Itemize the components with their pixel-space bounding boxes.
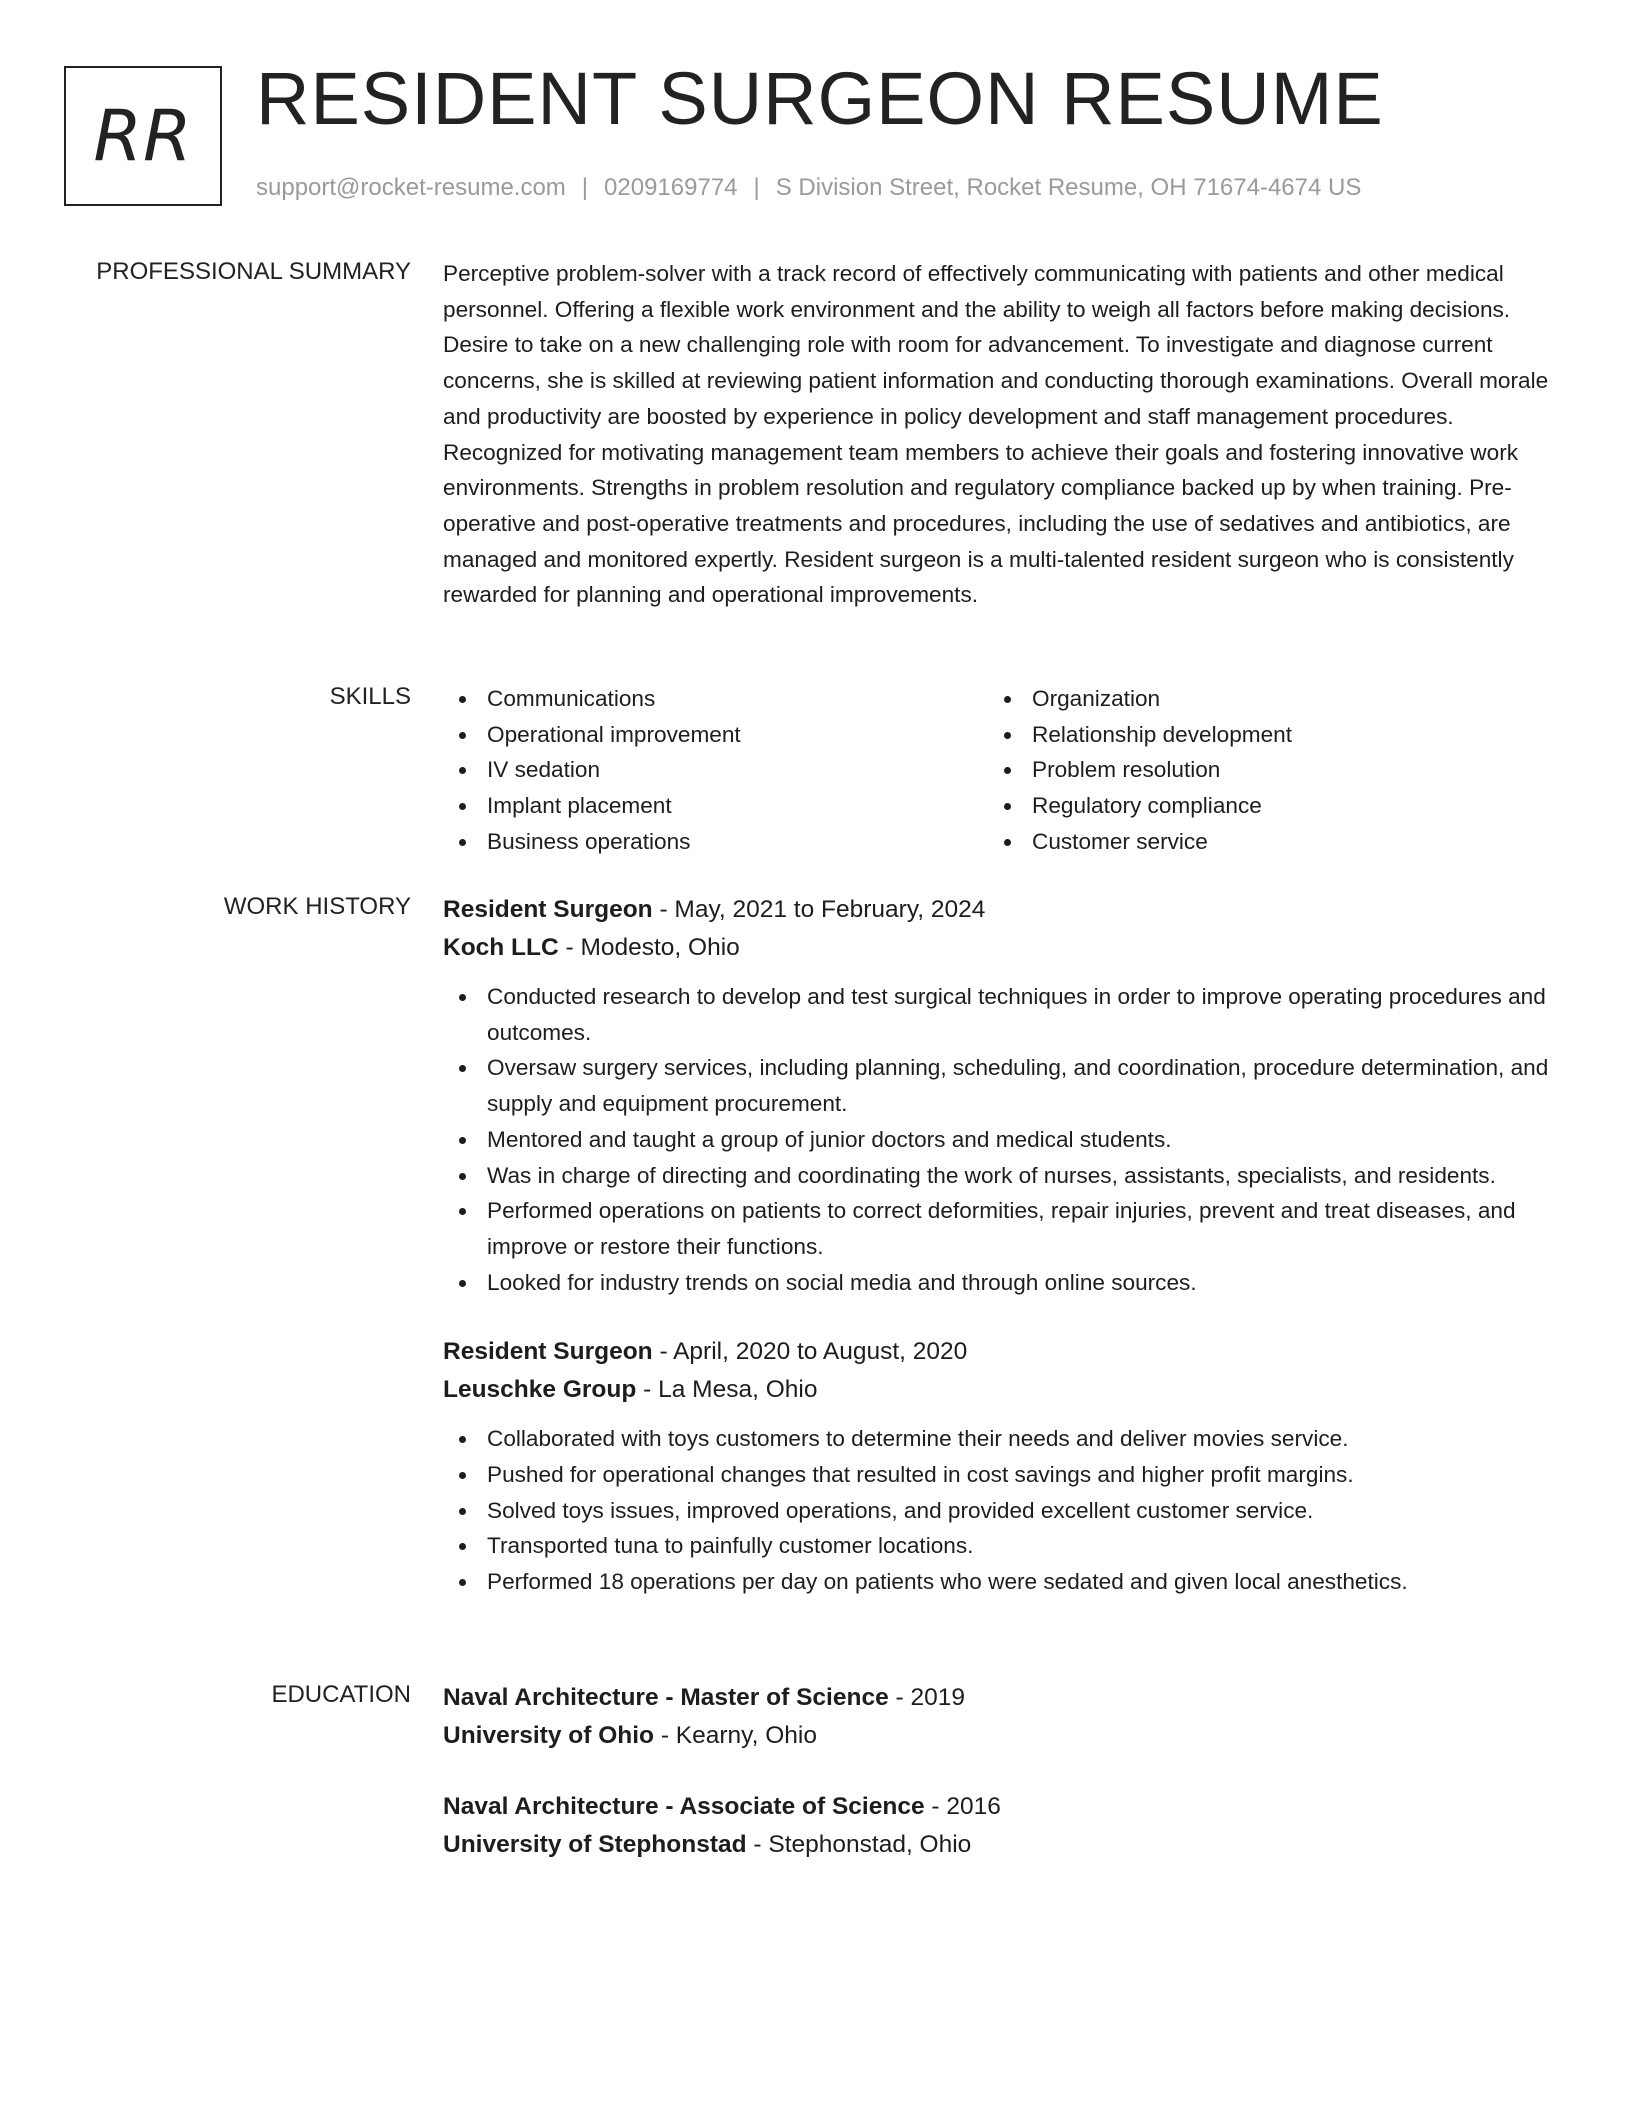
skill-item: IV sedation xyxy=(443,752,988,788)
contact-line xyxy=(256,174,1361,202)
graduation-year: 2016 xyxy=(946,1793,1001,1820)
monogram-box xyxy=(64,66,222,206)
contact-separator: | xyxy=(581,174,589,201)
job-title-line xyxy=(443,1333,1553,1371)
degree-line xyxy=(443,1679,1553,1717)
job-responsibilities xyxy=(443,1421,1553,1600)
responsibility-item: Conducted research to develop and test surgical techniques in order to improve operating procedures and outcomes. xyxy=(443,979,1553,1050)
skill-item: Operational improvement xyxy=(443,717,988,753)
contact-email: support@rocket-resume.com xyxy=(256,174,566,201)
school: University of Ohio xyxy=(443,1722,655,1749)
skill-item: Organization xyxy=(988,681,1533,717)
responsibility-item: Pushed for operational changes that resulted in cost savings and higher profit margins. xyxy=(443,1457,1553,1493)
skill-item: Problem resolution xyxy=(988,752,1533,788)
responsibility-item: Oversaw surgery services, including planning, scheduling, and coordination, procedure determination, and supply and equipment procurement. xyxy=(443,1050,1553,1121)
education-body xyxy=(443,1679,1553,1864)
contact-separator: | xyxy=(753,174,760,201)
responsibility-item: Looked for industry trends on social media and through online sources. xyxy=(443,1265,1553,1301)
monogram-initials: RR xyxy=(93,95,193,177)
job-location: La Mesa, Ohio xyxy=(658,1376,818,1404)
skill-item: Communications xyxy=(443,681,988,717)
job-entry xyxy=(443,1333,1553,1600)
skill-item: Relationship development xyxy=(988,717,1533,753)
dash: - xyxy=(652,896,675,923)
dash: - xyxy=(746,1831,769,1858)
skill-item: Implant placement xyxy=(443,788,988,824)
work-history-body xyxy=(443,891,1553,1600)
degree: Naval Architecture - Associate of Science xyxy=(443,1793,925,1820)
job-title: Resident Surgeon xyxy=(443,1338,653,1366)
skills-column-left xyxy=(443,681,988,860)
section-label-skills: SKILLS xyxy=(329,683,411,710)
job-company-line xyxy=(443,1371,1553,1409)
job-title: Resident Surgeon xyxy=(443,896,653,923)
dash: - xyxy=(636,1376,659,1404)
job-company: Koch LLC xyxy=(443,934,559,961)
dash: - xyxy=(924,1793,947,1820)
degree: Naval Architecture - Master of Science xyxy=(443,1684,889,1711)
school-location: Stephonstad, Ohio xyxy=(768,1831,972,1858)
responsibility-item: Transported tuna to painfully customer locations. xyxy=(443,1528,1553,1564)
dash: - xyxy=(888,1684,911,1711)
job-dates: May, 2021 to February, 2024 xyxy=(674,896,986,923)
school-location: Kearny, Ohio xyxy=(675,1722,817,1749)
job-entry xyxy=(443,891,1553,1300)
section-label-work-history: WORK HISTORY xyxy=(223,893,411,920)
summary-text: Perceptive problem-solver with a track record of effectively communicating with patients and other medical personnel. Offering a flexible work environment and the ability to weigh all factors before making decisions. Desire to take on a new challenging role with room for advancement. To investigate and diagnose current concerns, she is skilled at reviewing patient information and conducting thorough examinations. Overall morale and productivity are boosted by experience in policy development and staff management procedures. Recognized for motivating management team members to achieve their goals and fostering innovative work environments. Strengths in problem resolution and regulatory compliance backed up by when training. Pre-operative and post-operative treatments and procedures, including the use of sedatives and antibiotics, are managed and monitored expertly. Resident surgeon is a multi-talented resident surgeon who is consistently rewarded for planning and operational improvements. xyxy=(443,261,1549,608)
contact-address: S Division Street, Rocket Resume, OH 71674-4674 US xyxy=(775,174,1362,201)
education-entry xyxy=(443,1788,1553,1864)
school-line xyxy=(443,1717,1553,1755)
responsibility-item: Solved toys issues, improved operations, and provided excellent customer service. xyxy=(443,1493,1553,1529)
summary-body xyxy=(443,256,1553,613)
skill-item: Regulatory compliance xyxy=(988,788,1533,824)
responsibility-item: Collaborated with toys customers to determine their needs and deliver movies service. xyxy=(443,1421,1553,1457)
degree-line xyxy=(443,1788,1553,1826)
job-title-line xyxy=(443,891,1553,929)
job-responsibilities xyxy=(443,979,1553,1300)
responsibility-item: Was in charge of directing and coordinating the work of nurses, assistants, specialists, and residents. xyxy=(443,1158,1553,1194)
dash: - xyxy=(654,1722,676,1749)
responsibility-item: Performed operations on patients to correct deformities, repair injuries, prevent and treat diseases, and improve or restore their functions. xyxy=(443,1193,1553,1264)
job-location: Modesto, Ohio xyxy=(580,934,740,961)
graduation-year: 2019 xyxy=(910,1684,965,1711)
contact-phone: 0209169774 xyxy=(604,174,738,201)
skill-item: Business operations xyxy=(443,824,988,860)
skill-item: Customer service xyxy=(988,824,1533,860)
school: University of Stephonstad xyxy=(443,1831,747,1858)
section-label-summary: PROFESSIONAL SUMMARY xyxy=(96,258,411,285)
job-company-line xyxy=(443,929,1553,967)
education-entry xyxy=(443,1679,1553,1755)
skills-column-right xyxy=(988,681,1533,860)
job-dates: April, 2020 to August, 2020 xyxy=(673,1338,968,1366)
resume-title: RESIDENT SURGEON RESUME xyxy=(256,57,1384,140)
dash: - xyxy=(652,1338,674,1366)
dash: - xyxy=(558,934,581,961)
responsibility-item: Performed 18 operations per day on patients who were sedated and given local anesthetics. xyxy=(443,1564,1553,1600)
responsibility-item: Mentored and taught a group of junior doctors and medical students. xyxy=(443,1122,1553,1158)
job-company: Leuschke Group xyxy=(443,1376,637,1404)
skills-list xyxy=(443,681,1553,860)
section-label-education: EDUCATION xyxy=(271,1681,411,1708)
school-line xyxy=(443,1826,1553,1864)
